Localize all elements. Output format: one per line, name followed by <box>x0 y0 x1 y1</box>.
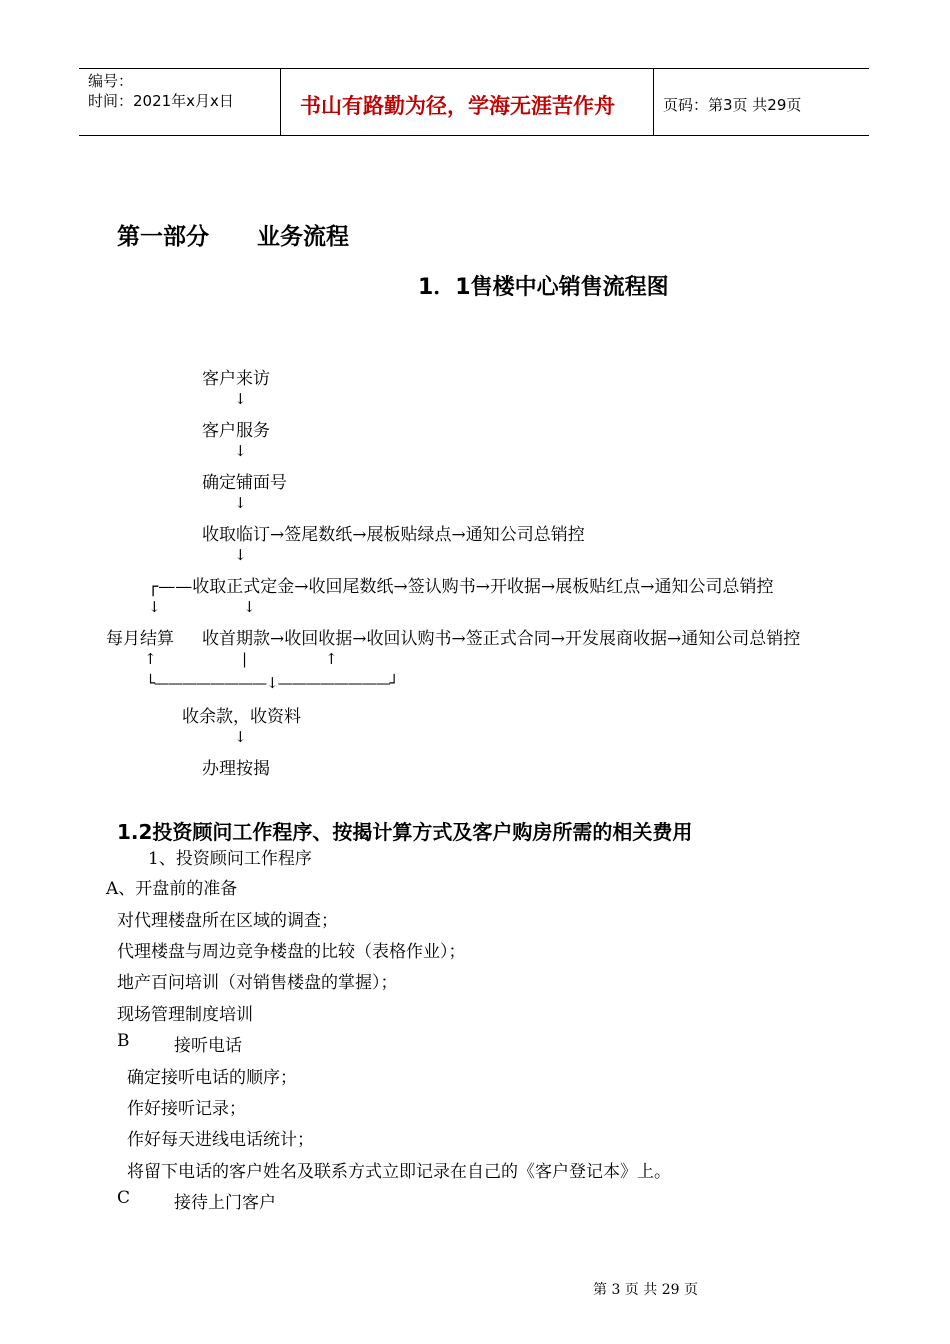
flow-step-visit: 客户来访 <box>202 369 270 389</box>
flow-step-temp-deposit: 收取临订→签尾数纸→展板贴绿点→通知公司总销控 <box>202 525 585 545</box>
header-motto: 书山有路勤为径，学海无涯苦作舟 <box>300 94 615 118</box>
header-divider-left <box>280 68 281 136</box>
list-item: 地产百问培训（对销售楼盘的掌握）； <box>117 973 398 993</box>
subsection-title: 1、投资顾问工作程序 <box>148 849 312 869</box>
flow-up-arrow-left: ↑ <box>144 650 157 668</box>
flow-step-down-payment: 收首期款→收回收据→收回认购书→签正式合同→开发展商收据→通知公司总销控 <box>202 629 801 649</box>
flow-bar: | <box>242 650 248 668</box>
flow-down-arrow: ↓ <box>234 546 247 564</box>
page-footer: 第 3 页 共 29 页 <box>593 1282 698 1298</box>
flow-down-arrow: ↓ <box>243 598 256 616</box>
flow-step-service: 客户服务 <box>202 421 270 441</box>
list-item: 将留下电话的客户姓名及联系方式立即记录在自己的《客户登记本》上。 <box>127 1162 671 1182</box>
list-item: 现场管理制度培训 <box>117 1005 253 1025</box>
header-bottom-border <box>79 135 869 136</box>
flow-down-arrow-left: ↓ <box>148 598 161 616</box>
item-c-title: 接待上门客户 <box>174 1193 276 1213</box>
item-a-title: A、开盘前的准备 <box>106 879 238 899</box>
flow-step-mortgage: 办理按揭 <box>202 759 270 779</box>
list-item: 作好接听记录； <box>127 1099 246 1119</box>
list-item: 对代理楼盘所在区域的调查； <box>117 911 338 931</box>
flow-bracket-line: └————————↓————————┘ <box>146 674 398 692</box>
section-title-1-2: 1.2投资顾问工作程序、按揭计算方式及客户购房所需的相关费用 <box>117 820 693 844</box>
list-item: 作好每天进线电话统计； <box>127 1130 314 1150</box>
header-top-border <box>79 68 869 69</box>
section-title-1-1: 1．1售楼中心销售流程图 <box>418 275 669 300</box>
doc-time-label: 时间：2021年x月x日 <box>88 92 234 110</box>
flow-step-balance: 收余款，收资料 <box>182 707 301 727</box>
header-divider-right <box>653 68 654 136</box>
flow-down-arrow: ↓ <box>234 728 247 746</box>
doc-number-label: 编号： <box>88 72 134 90</box>
item-c-letter: C <box>117 1188 131 1208</box>
item-b-title: 接听电话 <box>174 1036 242 1056</box>
flow-step-confirm-shop: 确定铺面号 <box>202 473 287 493</box>
flow-down-arrow: ↓ <box>234 390 247 408</box>
flow-down-arrow: ↓ <box>234 442 247 460</box>
page-info: 页码：第3页 共29页 <box>663 96 802 114</box>
flow-monthly-settlement: 每月结算 <box>106 629 174 649</box>
flow-up-arrow-right: ↑ <box>325 650 338 668</box>
flow-down-arrow: ↓ <box>234 494 247 512</box>
list-item: 确定接听电话的顺序； <box>127 1068 297 1088</box>
flow-step-formal-deposit: ┌——收取正式定金→收回尾数纸→签认购书→开收据→展板贴红点→通知公司总销控 <box>148 577 774 597</box>
item-b-letter: B <box>117 1031 130 1051</box>
part-title: 第一部分 业务流程 <box>117 224 350 250</box>
list-item: 代理楼盘与周边竞争楼盘的比较（表格作业）； <box>117 942 466 962</box>
